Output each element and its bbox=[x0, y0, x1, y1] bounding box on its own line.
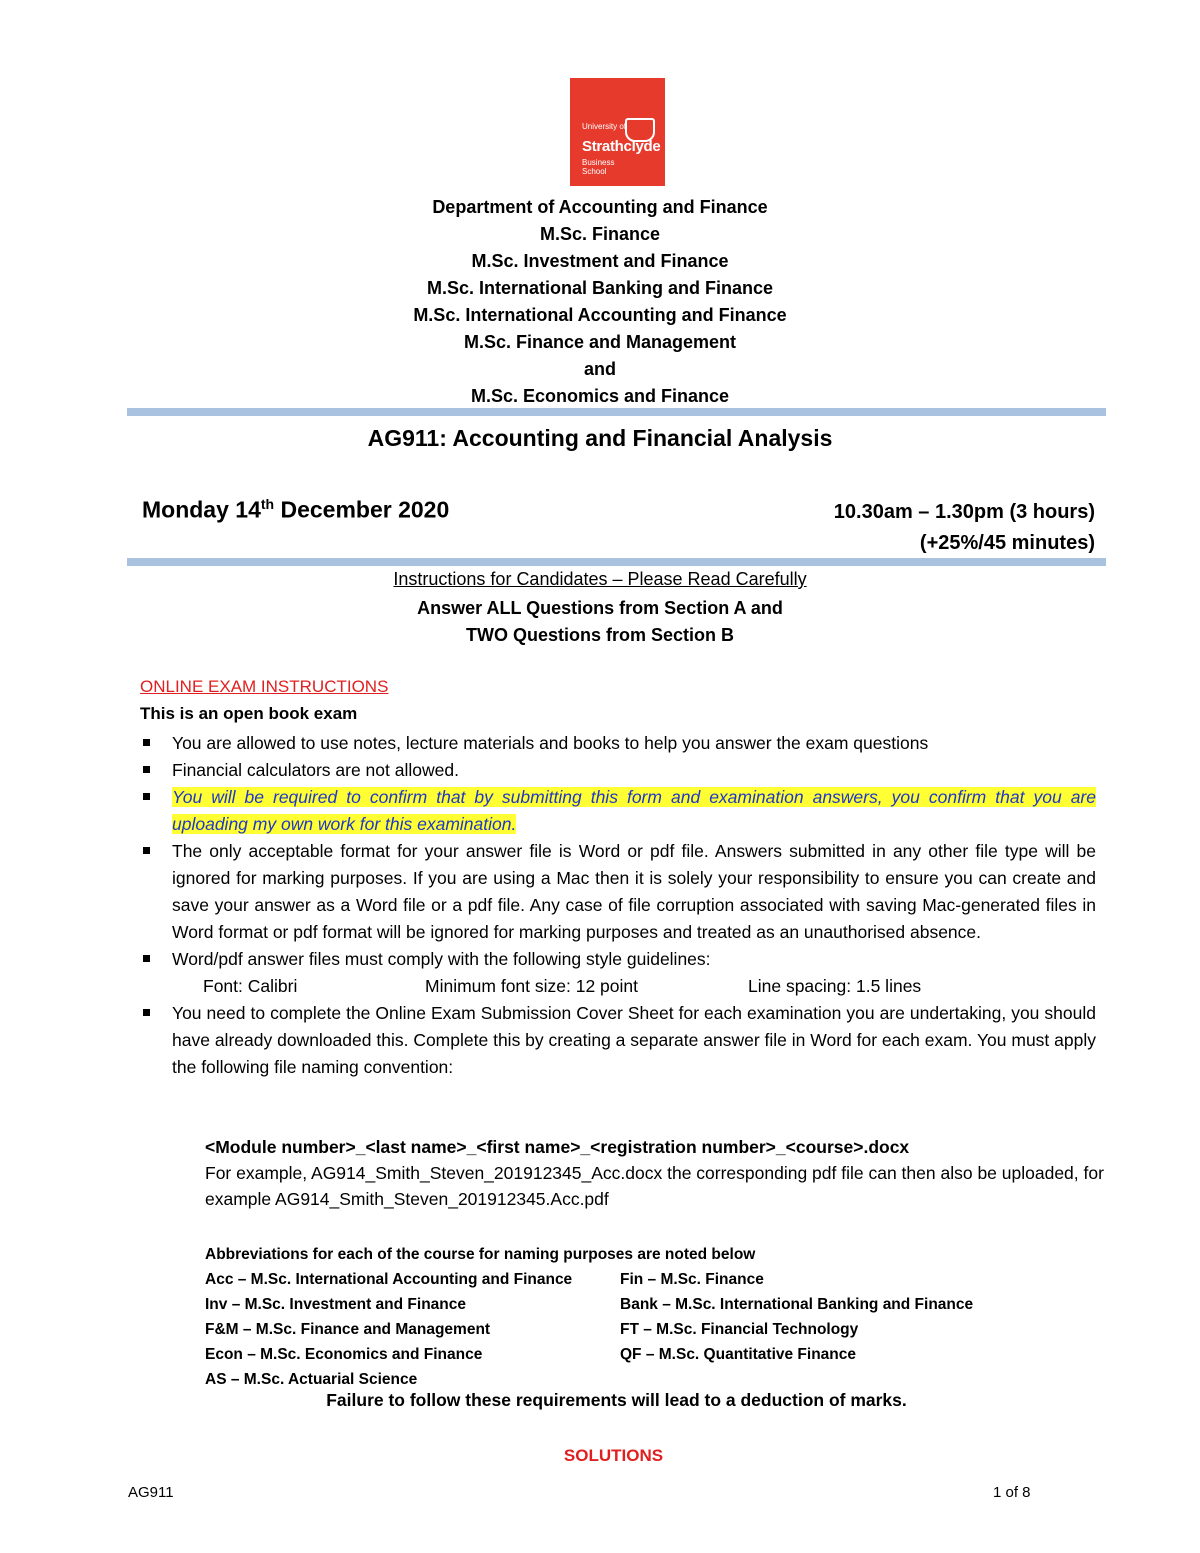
bullet-icon bbox=[143, 955, 150, 962]
programme-line: M.Sc. International Accounting and Finance bbox=[413, 305, 787, 325]
abbreviation: Inv – M.Sc. Investment and Finance bbox=[205, 1296, 466, 1313]
logo-line-2: Strathclyde bbox=[582, 138, 661, 155]
abbreviations-heading: Abbreviations for each of the course for naming purposes are noted below bbox=[205, 1246, 756, 1263]
online-instructions-heading: ONLINE EXAM INSTRUCTIONS bbox=[140, 677, 389, 696]
list-item bbox=[140, 730, 1096, 757]
department-heading: Department of Accounting and Finance bbox=[432, 197, 768, 217]
list-item bbox=[140, 784, 1096, 838]
exam-time-line-2: (+25%/45 minutes) bbox=[919, 532, 1095, 554]
naming-example: For example, AG914_Smith_Steven_201912345_Acc.docx the corresponding pdf file can then also be uploaded, for example AG914_Smith_Steven_201912345.Acc.pdf bbox=[205, 1163, 1104, 1209]
open-book-heading: This is an open book exam bbox=[140, 704, 358, 723]
abbreviation: F&M – M.Sc. Finance and Management bbox=[205, 1321, 491, 1338]
date-prefix: Monday 14 bbox=[142, 496, 261, 523]
logo-line-3: Business bbox=[582, 158, 615, 167]
date-month-year: December 2020 bbox=[274, 496, 450, 523]
abbreviation: Acc – M.Sc. International Accounting and Finance bbox=[205, 1271, 573, 1288]
logo-line-4: School bbox=[582, 167, 607, 176]
failure-warning: Failure to follow these requirements will lead to a deduction of marks. bbox=[326, 1390, 907, 1410]
style-font: Font: Calibri bbox=[203, 976, 298, 996]
footer-module-code: AG911 bbox=[128, 1484, 174, 1501]
programme-line: M.Sc. Finance and Management bbox=[463, 332, 737, 352]
instructions-line-1: Answer ALL Questions from Section A and bbox=[417, 598, 783, 618]
bullet-icon bbox=[143, 1009, 150, 1016]
abbreviation: Econ – M.Sc. Economics and Finance bbox=[205, 1346, 483, 1363]
exam-time-line-1: 10.30am – 1.30pm (3 hours) bbox=[833, 501, 1095, 523]
divider bbox=[127, 558, 1106, 566]
list-item-text: The only acceptable format for your answer file is Word or pdf file. Answers submitted in any other file type will be ignored for marking purposes. If you are using a Mac then it is solely your responsibility to ensure you can create and save your answer as a Word file or a pdf file. Any case of file corruption associated with saving Mac-generated files in Word format or pdf format will be ignored for marking purposes and treated as an unauthorised absence. bbox=[172, 841, 1096, 942]
list-item-text: You need to complete the Online Exam Submission Cover Sheet for each examination you are undertaking, you should have already downloaded this. Complete this by creating a separate answer file in Word for each exam. You must apply the following file naming convention: bbox=[172, 1003, 1096, 1077]
abbreviation-row bbox=[205, 1292, 1105, 1317]
instructions-line-2: TWO Questions from Section B bbox=[465, 625, 734, 645]
bullet-icon bbox=[143, 739, 150, 746]
solutions-label: SOLUTIONS bbox=[563, 1446, 664, 1465]
date-suffix-sup: th bbox=[260, 496, 275, 512]
naming-convention bbox=[205, 1134, 1105, 1212]
bullet-icon bbox=[143, 793, 150, 800]
style-line-spacing: Line spacing: 1.5 lines bbox=[748, 976, 922, 996]
instructions-heading: Instructions for Candidates – Please Read Carefully bbox=[393, 569, 807, 589]
list-item bbox=[140, 757, 1096, 784]
list-item-text: You are allowed to use notes, lecture materials and books to help you answer the exam questions bbox=[172, 733, 929, 753]
highlighted-declaration: You will be required to confirm that by submitting this form and examination answers, you confirm that you are uploading my own work for this examination. bbox=[172, 787, 1096, 834]
list-item bbox=[140, 1000, 1096, 1081]
abbreviations bbox=[205, 1242, 1105, 1392]
exam-date bbox=[142, 496, 449, 524]
list-item-text: Word/pdf answer files must comply with the following style guidelines: bbox=[172, 949, 711, 969]
list-item bbox=[140, 838, 1096, 946]
programme-line: M.Sc. International Banking and Finance bbox=[426, 278, 774, 298]
style-font-size: Minimum font size: 12 point bbox=[425, 976, 639, 996]
abbreviation: QF – M.Sc. Quantitative Finance bbox=[620, 1346, 856, 1363]
naming-format: <Module number>_<last name>_<first name>_<registration number>_<course>.docx bbox=[205, 1137, 910, 1157]
programme-line: M.Sc. Investment and Finance bbox=[471, 251, 729, 271]
programme-line: M.Sc. Finance bbox=[539, 224, 661, 244]
bullet-icon bbox=[143, 766, 150, 773]
abbreviation-row bbox=[205, 1317, 1105, 1342]
instructions-list bbox=[140, 730, 1096, 1081]
university-logo bbox=[570, 78, 665, 186]
abbreviation-row bbox=[205, 1342, 1105, 1367]
programme-line: and bbox=[583, 359, 616, 379]
abbreviation-row bbox=[205, 1267, 1105, 1292]
divider bbox=[127, 408, 1106, 416]
exam-time bbox=[834, 497, 1095, 559]
footer-page-number: 1 of 8 bbox=[993, 1484, 1031, 1501]
programme-line: M.Sc. Economics and Finance bbox=[470, 386, 730, 406]
list-item bbox=[140, 946, 1096, 973]
abbreviation: FT – M.Sc. Financial Technology bbox=[620, 1321, 859, 1338]
list-item-text: Financial calculators are not allowed. bbox=[172, 760, 459, 780]
logo-line-1: University of bbox=[582, 122, 627, 131]
abbreviation: AS – M.Sc. Actuarial Science bbox=[205, 1371, 418, 1388]
abbreviation: Fin – M.Sc. Finance bbox=[620, 1271, 764, 1288]
abbreviation: Bank – M.Sc. International Banking and Finance bbox=[620, 1296, 974, 1313]
bullet-icon bbox=[143, 847, 150, 854]
abbreviation-row bbox=[205, 1367, 1105, 1392]
exam-title: AG911: Accounting and Financial Analysis bbox=[367, 425, 833, 451]
style-guidelines bbox=[140, 973, 1096, 1000]
